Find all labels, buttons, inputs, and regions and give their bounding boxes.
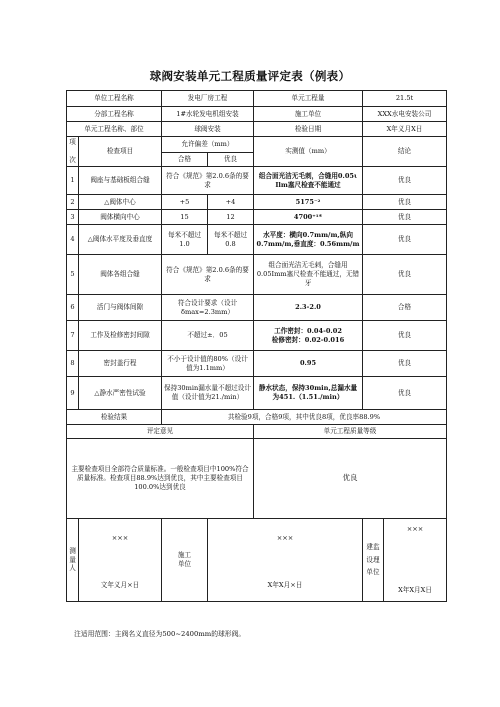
row-tolerance: 不超过±．05 bbox=[162, 321, 254, 351]
row-no: 3 bbox=[67, 210, 79, 225]
result-label: 检验结果 bbox=[67, 410, 162, 425]
row-conclusion: 优良 bbox=[363, 225, 447, 255]
row-conclusion: 优良 bbox=[363, 255, 447, 295]
row-item: △静水严密性试验 bbox=[79, 377, 162, 410]
row-conclusion: 优良 bbox=[363, 195, 447, 210]
row-no: 2 bbox=[67, 195, 79, 210]
signature-row bbox=[67, 519, 447, 602]
contractor-label: 施工单位 bbox=[254, 107, 363, 122]
surveyor-name: ××× bbox=[111, 534, 129, 543]
evaluation-body-row bbox=[67, 439, 447, 519]
table-row bbox=[67, 167, 447, 195]
table-row bbox=[67, 295, 447, 321]
row-item: △阀体中心 bbox=[79, 195, 162, 210]
row-excellent: 12 bbox=[208, 210, 254, 225]
row-no: 8 bbox=[67, 351, 79, 377]
row-measured: 组合面光洁无毛刺，合缝用0.05Imm塞尺检查不能通过，无错牙 bbox=[254, 255, 363, 295]
row-conclusion: 优良 bbox=[363, 210, 447, 225]
row-measured: 组合面光洁无毛刺，合缝用0.05ι Ilm塞尺检查不能通过 bbox=[254, 167, 363, 195]
row-conclusion: 优良 bbox=[363, 351, 447, 377]
scope-note: 注适用范围：主阀名义直径为500~2400mm的球形阀。 bbox=[74, 630, 246, 638]
row-tolerance: 符合《规范》第2.0.6条的要求 bbox=[162, 167, 254, 195]
table-row bbox=[67, 255, 447, 295]
row-measured: 0.95 bbox=[254, 351, 363, 377]
col-item: 检查项目 bbox=[79, 137, 162, 167]
row-item: 阀体各组合缝 bbox=[79, 255, 162, 295]
inspect-date-value: X年义月X日 bbox=[363, 122, 447, 137]
construction-name: ××× bbox=[276, 534, 294, 543]
table-row bbox=[67, 225, 447, 255]
row-item: 工作及检修密封间隙 bbox=[79, 321, 162, 351]
table-row bbox=[67, 321, 447, 351]
col-tolerance: 允许偏差（mm） bbox=[162, 137, 254, 153]
row-no: 1 bbox=[67, 167, 79, 195]
col-qualified: 合格 bbox=[162, 153, 208, 167]
sub-project-value: 1#水轮发电机组安装 bbox=[162, 107, 254, 122]
evaluation-opinion-label: 评定意见 bbox=[67, 425, 254, 439]
header-row-element bbox=[67, 122, 447, 137]
header-row-unit bbox=[67, 91, 447, 107]
table-row bbox=[67, 210, 447, 225]
row-measured: 水平度：横向0.7mm/m,纵向0.7mm/m,垂直度：0.56mm/m bbox=[254, 225, 363, 255]
inspect-date-label: 检验日期 bbox=[254, 122, 363, 137]
row-excellent: 每米不超过0.8 bbox=[208, 225, 254, 255]
row-conclusion: 合格 bbox=[363, 295, 447, 321]
surveyor-date: 文年义月×日 bbox=[100, 581, 140, 589]
table-row bbox=[67, 377, 447, 410]
table-row bbox=[67, 351, 447, 377]
evaluation-opinion-text: 主要检查项目全部符合质量标准。一般检查项目中100%符合质量标准。检查项目88.9%达到优良，其中主要检查项目100.0%达到优良 bbox=[67, 439, 254, 519]
row-no: 7 bbox=[67, 321, 79, 351]
unit-project-value: 发电厂房工程 bbox=[162, 91, 254, 107]
row-item: 阀体横向中心 bbox=[79, 210, 162, 225]
supervisor-cell bbox=[363, 519, 447, 602]
page-title: 球阀安装单元工程质量评定表（例表） bbox=[149, 69, 351, 83]
row-measured: 工作密封：0.04-0.02 检修密封：0.02-0.016 bbox=[254, 321, 363, 351]
header-row-sub bbox=[67, 107, 447, 122]
row-item: 密封盖行程 bbox=[79, 351, 162, 377]
supervisor-name: ××× bbox=[406, 525, 424, 533]
row-measured: 2.3-2.0 bbox=[254, 295, 363, 321]
quality-evaluation-table bbox=[66, 90, 447, 602]
row-excellent: +4 bbox=[208, 195, 254, 210]
row-no: 5 bbox=[67, 255, 79, 295]
row-no: 4 bbox=[67, 225, 79, 255]
row-tolerance: 符合设计要求（设计δmax=2.3mm） bbox=[162, 295, 254, 321]
row-qualified: +5 bbox=[162, 195, 208, 210]
surveyor-label: 测量人 bbox=[67, 519, 79, 602]
result-row bbox=[67, 410, 447, 425]
sub-project-label: 分部工程名称 bbox=[67, 107, 162, 122]
col-no bbox=[67, 137, 79, 167]
row-conclusion: 优良 bbox=[363, 167, 447, 195]
row-item: 阀座与基础板组合缝 bbox=[79, 167, 162, 195]
row-tolerance: 保持30min漏水量不超过设计值（设计值为21./min） bbox=[162, 377, 254, 410]
supervisor-date: X年X月X日 bbox=[398, 586, 432, 595]
evaluation-grade-value: 优良 bbox=[254, 439, 447, 519]
row-tolerance: 符合《规范》第2.0.6条的要求 bbox=[162, 255, 254, 295]
construction-label: 施工单位 bbox=[162, 519, 208, 602]
row-no: 6 bbox=[67, 295, 79, 321]
row-measured: 5175⁻² bbox=[254, 195, 363, 210]
row-qualified: 每米不超过1.0 bbox=[162, 225, 208, 255]
element-label: 单元工程名称、部位 bbox=[67, 122, 162, 137]
evaluation-header-row bbox=[67, 425, 447, 439]
row-qualified: 15 bbox=[162, 210, 208, 225]
unit-project-label: 单位工程名称 bbox=[67, 91, 162, 107]
evaluation-grade-label: 单元工程质量等级 bbox=[254, 425, 447, 439]
col-no-line2: 次 bbox=[69, 155, 76, 164]
supervisor-label: 建监设理单位 bbox=[363, 519, 384, 601]
col-excellent: 优良 bbox=[208, 153, 254, 167]
unit-quantity-value: 21.5t bbox=[363, 91, 447, 107]
col-conclusion: 结论 bbox=[363, 137, 447, 167]
row-conclusion: 优良 bbox=[363, 377, 447, 410]
row-measured: 4700⁺¹* bbox=[254, 210, 363, 225]
row-conclusion: 优良 bbox=[363, 321, 447, 351]
row-no: 9 bbox=[67, 377, 79, 410]
surveyor-cell bbox=[79, 519, 162, 602]
result-value: 共检验9项，合格9项，其中优良8项，优良率88.9% bbox=[162, 410, 447, 425]
row-measured: 静水状态，保持30min,总漏水量为451.（1.51./min） bbox=[254, 377, 363, 410]
table-row bbox=[67, 195, 447, 210]
row-item: △阀体水平度及垂直度 bbox=[79, 225, 162, 255]
col-no-line1: 项 bbox=[69, 138, 76, 147]
row-item: 活门与阀体间隙 bbox=[79, 295, 162, 321]
unit-quantity-label: 单元工程量 bbox=[254, 91, 363, 107]
column-header-row bbox=[67, 137, 447, 153]
construction-date: X年X月×日 bbox=[267, 581, 303, 589]
construction-cell bbox=[208, 519, 363, 602]
row-tolerance: 不小于设计值的80%（设计值为1.1mm） bbox=[162, 351, 254, 377]
contractor-value: XXX水电安装公司 bbox=[363, 107, 447, 122]
col-measured: 实测值（mm） bbox=[254, 137, 363, 167]
element-value: 球阀安装 bbox=[162, 122, 254, 137]
supervisor-sign-area bbox=[384, 519, 446, 601]
